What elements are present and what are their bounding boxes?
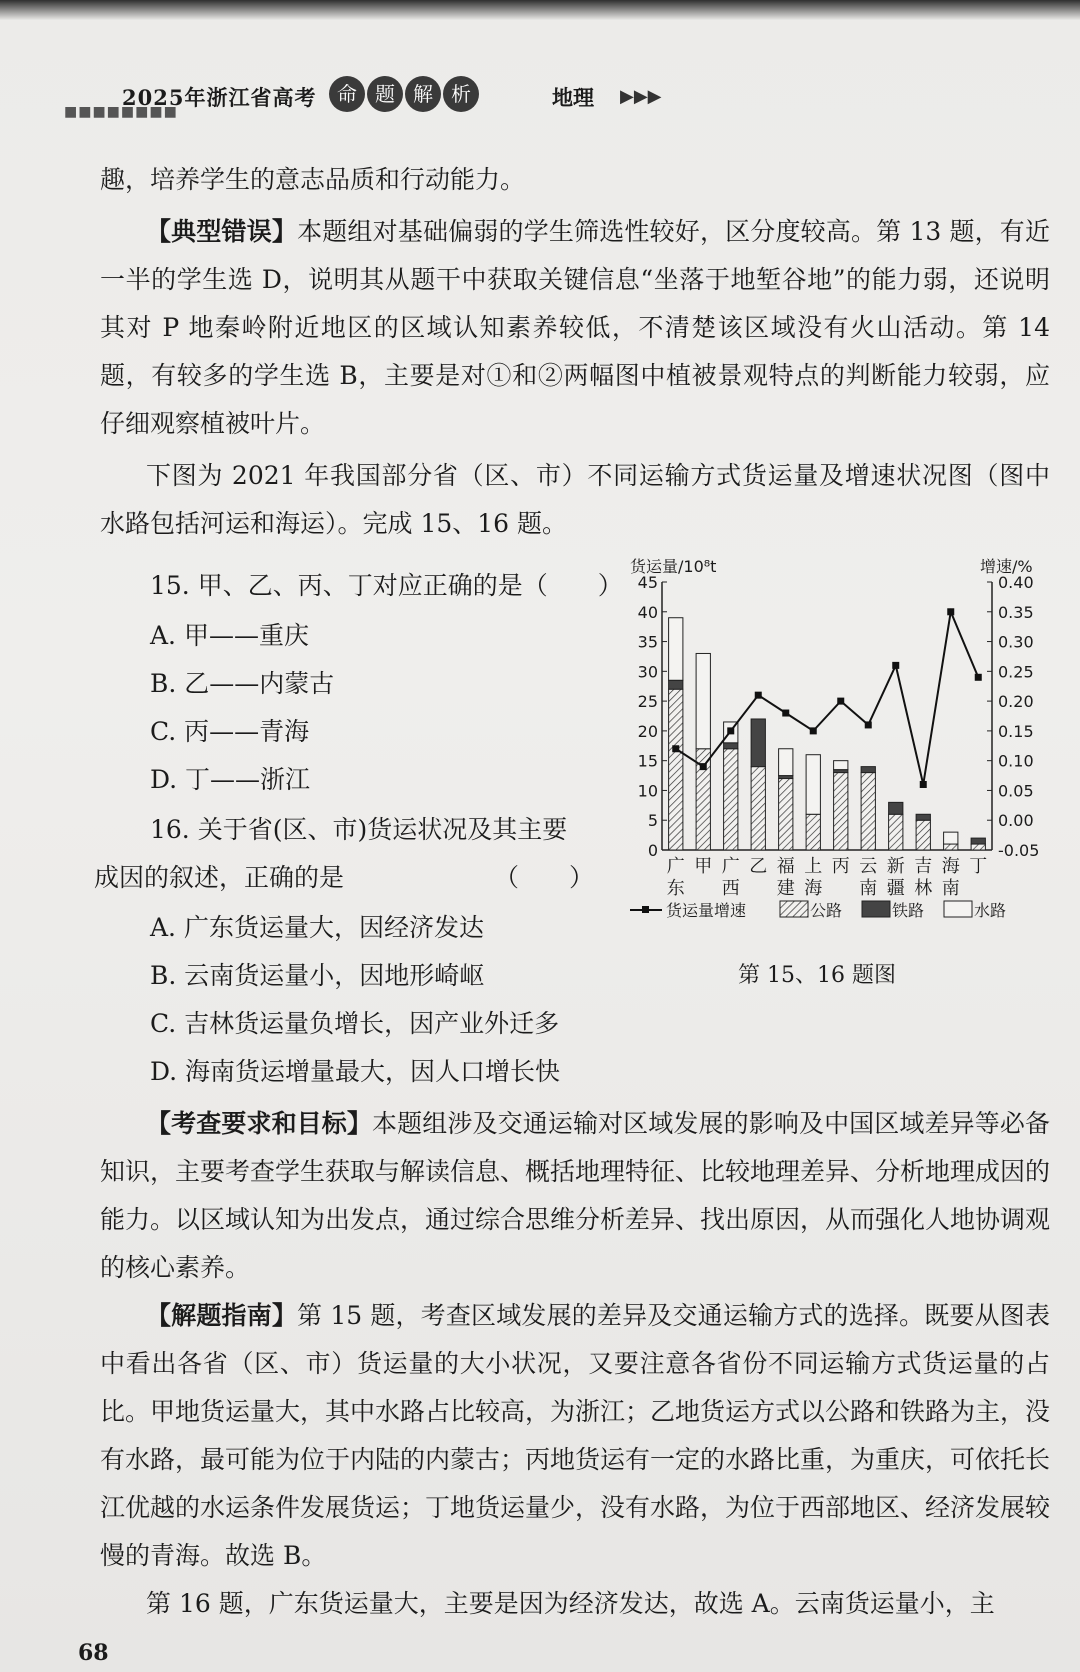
header-circle-1: 命 — [329, 76, 365, 112]
x-tick-label: 丙 — [831, 856, 850, 877]
bar-highway — [806, 814, 820, 850]
q15-option-d: D. 丁——浙江 — [150, 765, 311, 794]
bar-railway — [751, 719, 765, 767]
q15-stem-text: 15. 甲、乙、丙、丁对应正确的是 — [150, 571, 523, 600]
bar-waterway — [669, 618, 683, 681]
bar-highway — [944, 844, 958, 850]
x-tick-label: 云 — [859, 856, 878, 877]
legend-waterway-label: 水路 — [974, 901, 1007, 920]
growth-point — [975, 674, 982, 681]
header-subject: 地理 — [552, 85, 594, 110]
x-tick-label: 海 — [804, 878, 823, 899]
legend-railway-swatch — [862, 901, 890, 917]
x-tick-label: 新 — [886, 856, 905, 877]
bar-highway — [889, 814, 903, 850]
x-tick-label: 南 — [859, 878, 878, 899]
y-right-tick-label: 0.10 — [998, 751, 1034, 771]
q15-bracket: （ ） — [522, 571, 623, 600]
y-right-tick-label: 0.25 — [998, 662, 1034, 682]
y-right-tick-label: 0.00 — [998, 811, 1034, 831]
bar-highway — [971, 844, 985, 850]
growth-point — [727, 727, 734, 734]
y-left-tick-label: 40 — [637, 602, 658, 622]
solution-guide-tag: 【解题指南】 — [146, 1301, 298, 1330]
bar-highway — [751, 767, 765, 850]
legend-growth-label: 货运量增速 — [666, 901, 747, 920]
typical-errors-text: 本题组对基础偏弱的学生筛选性较好，区分度较高。第 13 题，有近一半的学生选 D，说明其从题干中获取关键信息“坐落于地堑谷地”的能力弱，还说明其对 P 地秦岭附近地区的区域认知素养较低，不清楚该区域没有火山活动。第 14 题，有较多的学生选 B，主要是对①和②两幅图中植被景观特点的判断能力较弱，应仔细观察植被叶片。 — [100, 217, 1050, 438]
y-right-tick-label: 0.20 — [998, 692, 1034, 712]
q16-stem-line1: 16. 关于省(区、市)货运状况及其主要 — [150, 815, 568, 844]
y-right-tick-label: 0.15 — [998, 721, 1034, 741]
y-left-tick-label: 5 — [647, 811, 658, 831]
q15-stem — [150, 566, 623, 602]
header-arrows-icon: ▶▶▶ — [620, 86, 662, 107]
y-left-tick-label: 25 — [637, 692, 658, 712]
x-tick-label: 福 — [776, 856, 795, 877]
freight-chart — [630, 557, 1060, 956]
bar-highway — [916, 820, 930, 850]
header-circle-4: 析 — [443, 76, 479, 112]
x-tick-label: 广 — [666, 856, 685, 877]
y-right-tick-label: 0.40 — [998, 573, 1034, 592]
legend-highway-swatch — [780, 901, 808, 917]
q16-option-a: A. 广东货运量大，因经济发达 — [150, 913, 484, 942]
y-left-tick-label: 30 — [637, 662, 658, 682]
x-tick-label: 南 — [941, 878, 960, 899]
bar-railway — [971, 838, 985, 844]
requirements-tag: 【考查要求和目标】 — [146, 1109, 373, 1138]
q16-option-d: D. 海南货运增量最大，因人口增长快 — [150, 1057, 561, 1086]
q15-option-a: A. 甲——重庆 — [150, 621, 309, 650]
x-tick-label: 东 — [666, 878, 685, 899]
y-axis-right-label: 增速/% — [980, 557, 1033, 576]
y-right-tick-label: 0.05 — [998, 781, 1034, 801]
growth-point — [700, 763, 707, 770]
bar-railway — [889, 802, 903, 814]
y-right-tick-label: 0.35 — [998, 602, 1034, 622]
bar-highway — [724, 749, 738, 850]
y-axis-left-label: 货运量/10⁸t — [630, 557, 717, 576]
q15-option-c: C. 丙——青海 — [150, 717, 310, 746]
legend-waterway-swatch — [944, 901, 972, 917]
growth-point — [810, 727, 817, 734]
x-tick-label: 建 — [776, 878, 795, 899]
bar-waterway — [944, 832, 958, 844]
header-title: 2025年浙江省高考 — [122, 85, 317, 110]
bar-railway — [916, 814, 930, 820]
growth-point — [920, 781, 927, 788]
legend-line-marker — [642, 906, 649, 913]
q15-option-b: B. 乙——内蒙古 — [150, 669, 335, 698]
paragraph-q16-analysis: 第 16 题，广东货运量大，主要是因为经济发达，故选 A。云南货运量小，主 — [146, 1589, 995, 1618]
bar-railway — [724, 743, 738, 749]
x-tick-label: 海 — [941, 856, 960, 877]
header-circles — [329, 76, 481, 112]
y-left-tick-label: 45 — [637, 573, 658, 592]
bar-waterway — [779, 749, 793, 776]
bar-waterway — [834, 761, 848, 770]
q16-stem-text: 成因的叙述，正确的是 — [94, 863, 345, 892]
x-tick-label: 林 — [914, 878, 933, 899]
bar-waterway — [696, 653, 710, 748]
growth-point — [782, 710, 789, 717]
q16-bracket: （ ） — [494, 863, 595, 892]
figure-caption: 第 15、16 题图 — [738, 963, 896, 988]
y-left-tick-label: 0 — [647, 841, 658, 860]
header-dots: ■■■■■■■■ — [64, 104, 178, 120]
bar-railway — [669, 680, 683, 689]
x-tick-label: 西 — [721, 878, 740, 899]
paragraph-requirements — [100, 1100, 1050, 1292]
x-tick-label: 丁 — [969, 856, 988, 877]
y-left-tick-label: 35 — [637, 632, 658, 652]
page-number: 68 — [78, 1640, 109, 1666]
growth-point — [947, 608, 954, 615]
growth-line — [676, 612, 979, 785]
header-circle-3: 解 — [405, 76, 441, 112]
requirements-text: 本题组涉及交通运输对区域发展的影响及中国区域差异等必备知识，主要考查学生获取与解读信息、概括地理特征、比较地理差异、分析地理成因的能力。以区域认知为出发点，通过综合思维分析差异、找出原因，从而强化人地协调观的核心素养。 — [100, 1109, 1051, 1282]
y-left-tick-label: 15 — [637, 751, 658, 771]
bar-highway — [669, 689, 683, 850]
growth-point — [892, 662, 899, 669]
bar-waterway — [806, 755, 820, 815]
paragraph-solution-guide — [100, 1292, 1050, 1580]
y-right-tick-label: -0.05 — [998, 841, 1040, 860]
y-left-tick-label: 10 — [637, 781, 658, 801]
growth-point — [837, 698, 844, 705]
x-tick-label: 吉 — [914, 856, 933, 877]
growth-point — [865, 721, 872, 728]
bar-railway — [861, 767, 875, 773]
typical-errors-tag: 【典型错误】 — [146, 217, 298, 246]
header-circle-2: 题 — [367, 76, 403, 112]
bar-highway — [834, 773, 848, 850]
q16-stem-line2 — [94, 858, 594, 894]
x-tick-label: 广 — [721, 856, 740, 877]
x-tick-label: 疆 — [886, 878, 905, 899]
legend-highway-label: 公路 — [810, 901, 843, 920]
solution-guide-text: 第 15 题，考查区域发展的差异及交通运输方式的选择。既要从图表中看出各省（区、市）货运量的大小状况，又要注意各省份不同运输方式货运量的占比。甲地货运量大，其中水路占比较高，为浙江；乙地货运方式以公路和铁路为主，没有水路，最可能为位于内陆的内蒙古；丙地货运有一定的水路比重，为重庆，可依托长江优越的水运条件发展货运；丁地货运量少，没有水路，为位于西部地区、经济发展较慢的青海。故选 B。 — [100, 1301, 1051, 1570]
bar-highway — [779, 779, 793, 850]
growth-point — [755, 692, 762, 699]
y-left-tick-label: 20 — [637, 721, 658, 741]
paragraph-typical-errors — [100, 208, 1050, 448]
y-right-tick-label: 0.30 — [998, 632, 1034, 652]
growth-point — [672, 745, 679, 752]
q16-option-c: C. 吉林货运量负增长，因产业外迁多 — [150, 1009, 560, 1038]
x-tick-label: 乙 — [749, 856, 768, 877]
x-tick-label: 上 — [804, 856, 823, 877]
running-header — [64, 76, 684, 122]
top-edge-shadow — [0, 0, 1080, 20]
paragraph-continuation: 趣，培养学生的意志品质和行动能力。 — [100, 165, 526, 194]
x-tick-label: 甲 — [694, 856, 713, 877]
q16-option-b: B. 云南货运量小，因地形崎岖 — [150, 961, 485, 990]
paragraph-figure-intro: 下图为 2021 年我国部分省（区、市）不同运输方式货运量及增速状况图（图中水路包括河运和海运）。完成 15、16 题。 — [100, 461, 1050, 538]
legend-railway-label: 铁路 — [892, 901, 925, 920]
bar-highway — [861, 773, 875, 850]
